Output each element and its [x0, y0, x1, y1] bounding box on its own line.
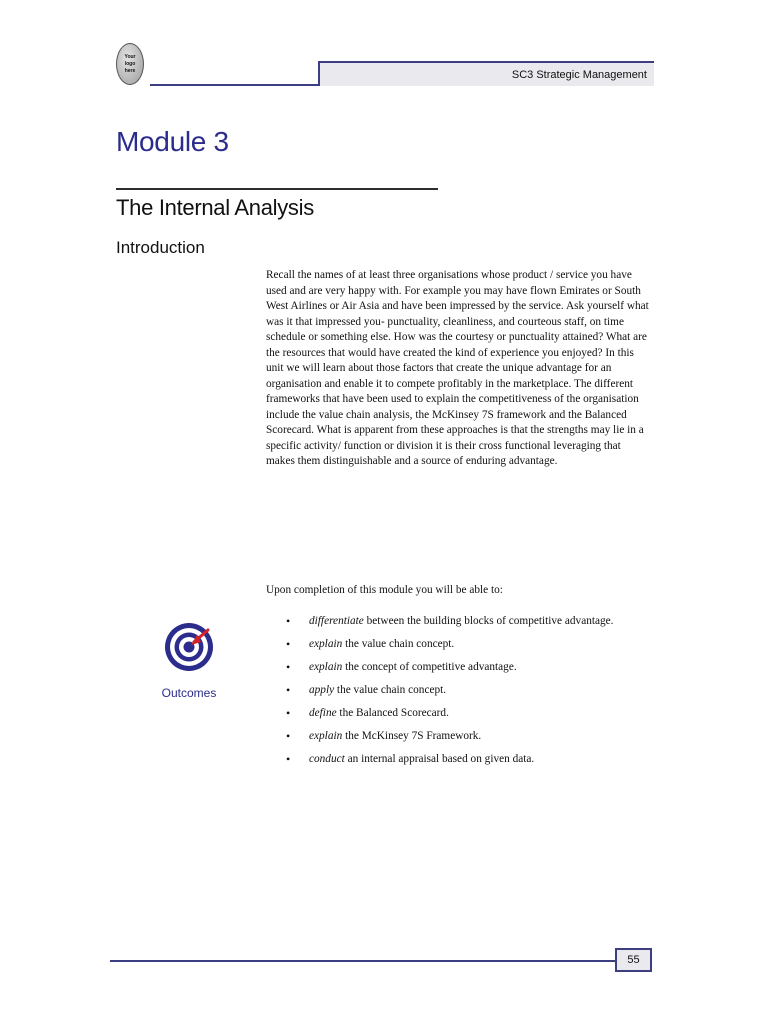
outcome-text: the value chain concept.: [334, 684, 447, 696]
outcome-verb: explain: [309, 730, 343, 742]
outcome-item: [286, 660, 652, 675]
outcome-text: the concept of competitive advantage.: [342, 661, 517, 673]
outcome-text: the McKinsey 7S Framework.: [342, 730, 482, 742]
footer-rule: [110, 960, 615, 962]
logo-placeholder: [116, 43, 144, 85]
outcome-item: [286, 752, 652, 767]
target-icon: [164, 620, 216, 672]
course-title: SC3 Strategic Management: [511, 69, 647, 81]
section-title: The Internal Analysis: [116, 195, 314, 220]
title-divider: [116, 188, 438, 190]
outcome-item: [286, 614, 652, 629]
outcome-text: the value chain concept.: [342, 638, 455, 650]
outcome-verb: explain: [309, 661, 343, 673]
header-banner: [318, 61, 654, 86]
outcome-verb: differentiate: [309, 615, 364, 627]
subsection-title: Introduction: [116, 238, 205, 257]
outcomes-label: Outcomes: [161, 686, 217, 700]
intro-paragraph: Recall the names of at least three organisations whose product / service you have used and are very happy with. For example you may have flown Emirates or South West Airlines or Air Asia and have been impressed by the service. Ask yourself what was it that impressed you- punctuality, cleanliness, and courteous staff, on time schedule or something else. How was the courtesy or punctuality attained? What are the resources that would have created the kind of experience you enjoyed? In this unit we will learn about those factors that create the unique advantage for an organisation and enable it to compete profitably in the marketplace. The different frameworks that have been used to explain the competitiveness of the organisation include the value chain analysis, the McKinsey 7S framework and the Balanced Scorecard. What is apparent from these approaches is that the strengths may lie in a specific activity/ function or division it is their cross functional leveraging that makes them distinguishable and a source of enduring advantage.: [266, 269, 649, 467]
outcome-text: between the building blocks of competitive advantage.: [363, 615, 614, 627]
module-title: Module 3: [116, 126, 229, 157]
outcome-item: [286, 729, 652, 744]
page-number: 55: [615, 948, 652, 972]
outcome-item: [286, 683, 652, 698]
outcome-verb: apply: [309, 684, 335, 696]
outcome-verb: explain: [309, 638, 343, 650]
logo-text: Your logo here: [124, 53, 136, 74]
outcomes-lead: Upon completion of this module you will be able to:: [266, 584, 503, 596]
outcome-item: [286, 706, 652, 721]
outcome-verb: define: [309, 707, 337, 719]
outcome-text: an internal appraisal based on given data.: [344, 753, 535, 765]
outcome-text: the Balanced Scorecard.: [336, 707, 449, 719]
outcome-verb: conduct: [309, 753, 345, 765]
outcomes-list: [286, 614, 652, 775]
outcome-item: [286, 637, 652, 652]
header-rule: [150, 84, 320, 86]
